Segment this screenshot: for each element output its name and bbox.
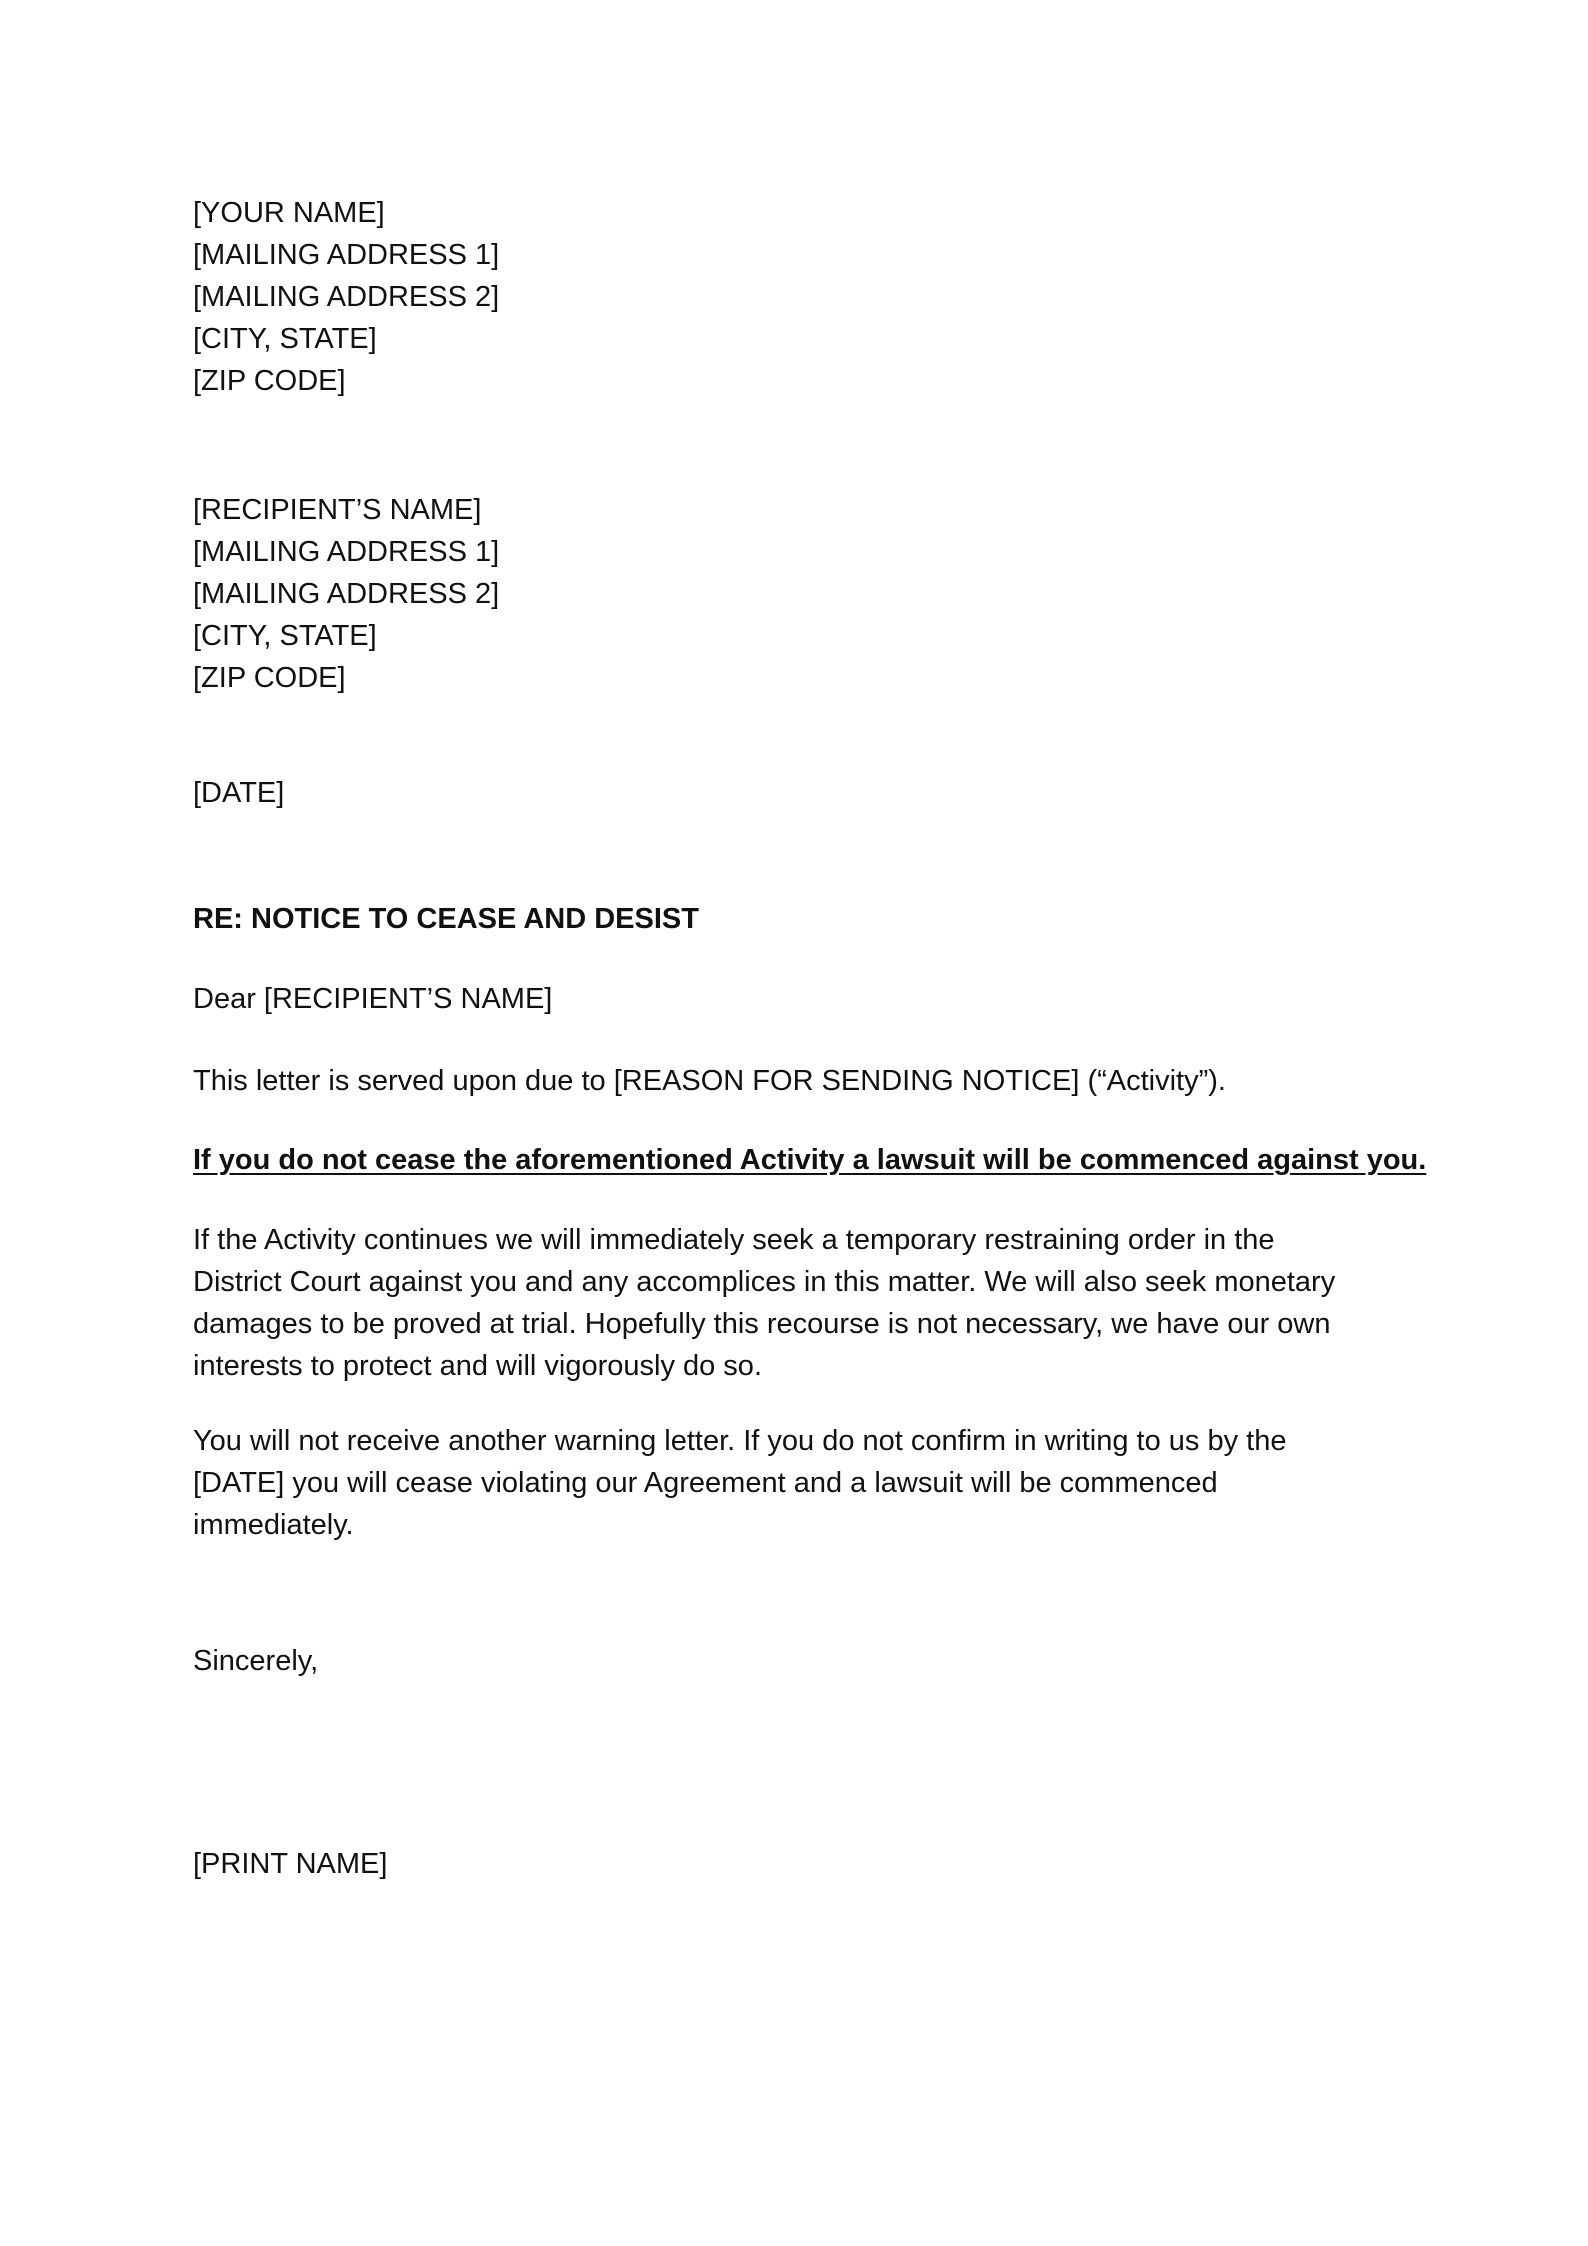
body-paragraph-3: [193, 1420, 1413, 1546]
sender-city-state: [CITY, STATE]: [193, 323, 377, 355]
paragraph-2-line: damages to be proved at trial. Hopefully this recourse is not necessary, we have our own: [193, 1308, 1331, 1340]
paragraph-2-line: If the Activity continues we will immediately seek a temporary restraining order in the: [193, 1224, 1275, 1256]
sender-mailing-address-2: [MAILING ADDRESS 2]: [193, 281, 500, 313]
recipient-mailing-address-1: [MAILING ADDRESS 1]: [193, 536, 500, 568]
salutation: [193, 978, 1413, 1020]
paragraph-1-text: This letter is served upon due to [REASON FOR SENDING NOTICE] (“Activity”).: [193, 1065, 1226, 1097]
warning-paragraph: [193, 1139, 1427, 1181]
body-paragraph-1: [193, 1060, 1413, 1102]
paragraph-3-line: immediately.: [193, 1509, 354, 1541]
recipient-city-state: [CITY, STATE]: [193, 620, 377, 652]
signature-block: [193, 1843, 1413, 1885]
subject-line: [193, 898, 1413, 940]
date-text: [DATE]: [193, 777, 285, 809]
subject-text: RE: NOTICE TO CEASE AND DESIST: [193, 903, 699, 935]
body-paragraph-2: [193, 1219, 1413, 1387]
paragraph-3-line: [DATE] you will cease violating our Agreement and a lawsuit will be commenced: [193, 1467, 1218, 1499]
letter-date: [193, 772, 1413, 814]
paragraph-2-line: District Court against you and any accomplices in this matter. We will also seek monetary: [193, 1266, 1336, 1298]
recipient-address-block: [193, 489, 1413, 699]
recipient-mailing-address-2: [MAILING ADDRESS 2]: [193, 578, 500, 610]
recipient-zip-code: [ZIP CODE]: [193, 662, 346, 694]
recipient-name: [RECIPIENT’S NAME]: [193, 494, 482, 526]
salutation-text: Dear [RECIPIENT’S NAME]: [193, 983, 553, 1015]
paragraph-2-line: interests to protect and will vigorously do so.: [193, 1350, 762, 1382]
sender-address-block: [193, 192, 1413, 402]
paragraph-3-line: You will not receive another warning letter. If you do not confirm in writing to us by the: [193, 1425, 1287, 1457]
print-name: [PRINT NAME]: [193, 1848, 388, 1880]
sender-zip-code: [ZIP CODE]: [193, 365, 346, 397]
closing: [193, 1640, 1413, 1682]
closing-text: Sincerely,: [193, 1645, 319, 1677]
sender-name: [YOUR NAME]: [193, 197, 385, 229]
sender-mailing-address-1: [MAILING ADDRESS 1]: [193, 239, 500, 271]
warning-text: If you do not cease the aforementioned Activity a lawsuit will be commenced against you.: [193, 1144, 1427, 1176]
